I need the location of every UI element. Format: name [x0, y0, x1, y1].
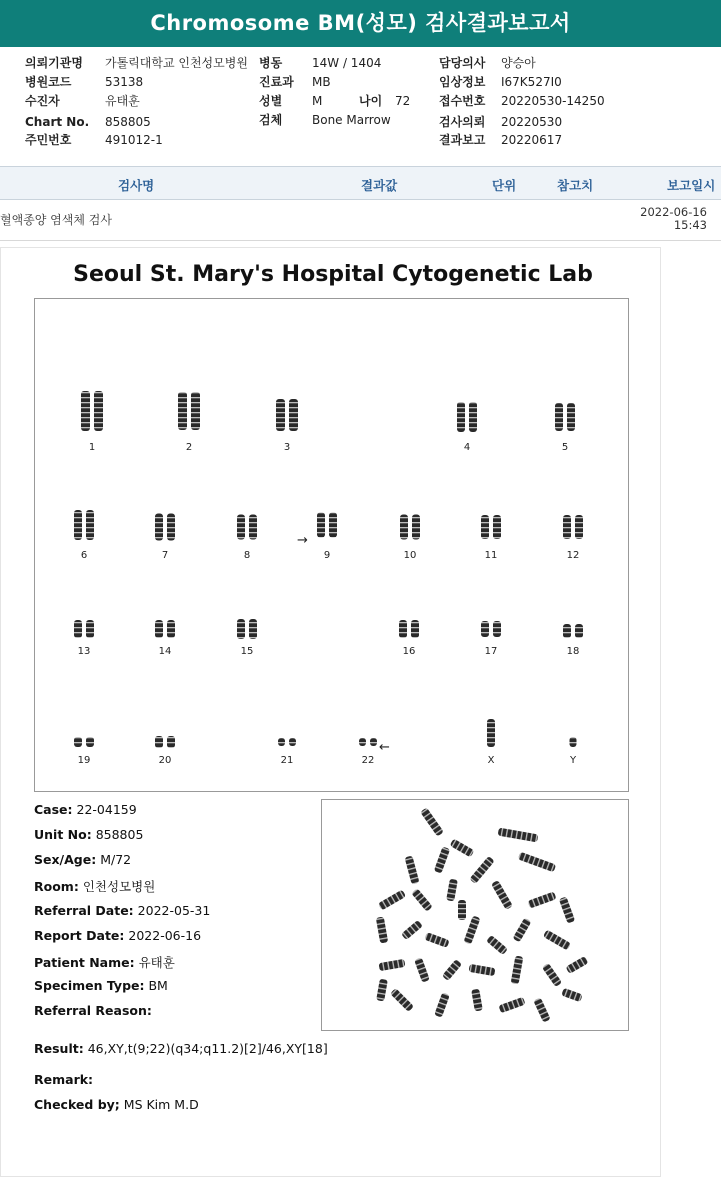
- metaphase-chromosome: [469, 856, 494, 884]
- karyotype-label: 21: [280, 755, 294, 766]
- patient-name-field: [34, 953, 175, 971]
- label-chart-no: Chart No.: [25, 115, 90, 129]
- chromosome: [567, 403, 575, 431]
- metaphase-chromosome: [411, 888, 433, 912]
- checked-by-value: MS Kim M.D: [123, 1097, 199, 1112]
- karyotype-label: 5: [561, 442, 569, 453]
- chromosome: [276, 399, 285, 431]
- header-test-name[interactable]: 검사명: [118, 178, 155, 193]
- specimen-type-label: Specimen Type:: [34, 978, 145, 993]
- chromosome: [481, 621, 489, 637]
- karyotype-label: 9: [323, 550, 331, 561]
- chromosome-pair-21: [278, 738, 296, 746]
- specimen-type-value: BM: [148, 978, 168, 993]
- karyotype-label: 1: [88, 442, 96, 453]
- label-clinical-info: 임상정보: [439, 75, 486, 89]
- value-receipt-no: 20220530-14250: [501, 94, 605, 108]
- unit-no-field: [34, 827, 143, 842]
- chromosome-pair-7: [155, 514, 175, 541]
- metaphase-chromosome: [498, 828, 539, 843]
- header-reference[interactable]: 참고치: [557, 178, 594, 193]
- metaphase-chromosome: [543, 930, 571, 951]
- label-id-number: 주민번호: [25, 133, 72, 147]
- metaphase-chromosome: [442, 959, 462, 981]
- value-department: MB: [312, 75, 331, 89]
- value-request-date: 20220530: [501, 115, 563, 129]
- label-institution: 의뢰기관명: [25, 56, 83, 70]
- sex-age-label: Sex/Age:: [34, 852, 97, 867]
- metaphase-chromosome: [420, 807, 444, 836]
- karyotype-label: X: [487, 755, 495, 766]
- chromosome: [412, 515, 420, 540]
- metaphase-chromosome: [376, 978, 388, 1001]
- metaphase-chromosome: [491, 880, 513, 910]
- unit-no-label: Unit No:: [34, 827, 92, 842]
- chromosome: [94, 391, 103, 431]
- chromosome: [155, 514, 163, 541]
- label-age: 나이: [359, 94, 383, 108]
- metaphase-chromosome: [405, 855, 420, 884]
- chromosome: [86, 510, 94, 540]
- label-receipt-no: 접수번호: [439, 94, 486, 108]
- arrow-right-icon: →: [297, 533, 308, 548]
- metaphase-chromosome: [434, 846, 450, 873]
- value-institution: 가톨릭대학교 인천성모병원: [105, 56, 248, 70]
- metaphase-chromosome: [463, 915, 480, 944]
- report-time: 15:43: [673, 218, 707, 232]
- chromosome: [155, 736, 163, 748]
- chromosome-pair-4: [457, 402, 477, 432]
- chromosome: [167, 620, 175, 638]
- chromosome: [575, 624, 583, 638]
- karyotype-label: 19: [77, 755, 91, 766]
- chromosome: [167, 736, 175, 748]
- patient-info-col3: [439, 55, 619, 150]
- report-date-field: [34, 928, 201, 943]
- value-age: 72: [395, 94, 411, 108]
- chromosome: [74, 737, 82, 747]
- unit-no-value: 858805: [95, 827, 144, 842]
- result-label: Result:: [34, 1041, 84, 1056]
- chromosome: [370, 738, 377, 746]
- metaphase-chromosome: [498, 997, 525, 1013]
- chromosome: [191, 392, 200, 430]
- referral-date-value: 2022-05-31: [137, 903, 211, 918]
- chromosome-pair-X: [487, 719, 495, 747]
- chromosome-pair-16: [399, 620, 419, 638]
- chromosome: [555, 403, 563, 431]
- room-value: 인천성모병원: [82, 879, 156, 894]
- metaphase-chromosome: [450, 839, 475, 858]
- chromosome: [493, 621, 501, 637]
- chromosome-pair-22: [359, 738, 377, 746]
- case-label: Case:: [34, 802, 73, 817]
- chromosome: [278, 738, 285, 746]
- karyotype-label: 18: [566, 646, 580, 657]
- chromosome-pair-1: [81, 391, 103, 431]
- room-field: [34, 877, 155, 895]
- chromosome-pair-9: [317, 513, 337, 538]
- chromosome: [249, 619, 257, 639]
- label-department: 진료과: [259, 75, 294, 89]
- chromosome: [237, 515, 245, 540]
- chromosome: [86, 737, 94, 747]
- karyogram-chromosomes: [35, 299, 630, 793]
- chromosome: [493, 515, 501, 539]
- chromosome: [563, 515, 571, 539]
- header-report-date[interactable]: 보고일시: [667, 178, 716, 193]
- chromosome-pair-14: [155, 620, 175, 638]
- karyotype-label: 20: [158, 755, 172, 766]
- test-name-cell[interactable]: 혈액종양 염색체 검사: [0, 213, 112, 227]
- referral-date-label: Referral Date:: [34, 903, 134, 918]
- chromosome: [570, 737, 577, 747]
- chromosome-pair-6: [74, 510, 94, 540]
- chromosome: [469, 402, 477, 432]
- chromosome: [155, 620, 163, 638]
- chromosome-pair-17: [481, 621, 501, 637]
- metaphase-chromosome: [401, 920, 423, 940]
- metaphase-chromosome: [559, 896, 575, 923]
- chromosome: [317, 513, 325, 538]
- chromosome: [563, 624, 571, 638]
- chromosome-pair-20: [155, 736, 175, 748]
- karyotype-label: 14: [158, 646, 172, 657]
- checked-by-label: Checked by;: [34, 1097, 120, 1112]
- specimen-type-field: [34, 978, 168, 993]
- patient-info-col1: [25, 55, 248, 150]
- remark-field: [34, 1072, 93, 1087]
- metaphase-chromosome: [527, 891, 556, 908]
- metaphase-chromosome: [533, 997, 550, 1022]
- chromosome-pair-Y: [570, 737, 577, 747]
- chromosome: [81, 391, 90, 431]
- value-result-date: 20220617: [501, 133, 563, 147]
- metaphase-chromosome: [434, 992, 450, 1017]
- chromosome-pair-10: [400, 515, 420, 540]
- result-field: [34, 1041, 328, 1056]
- karyotype-label: 6: [80, 550, 88, 561]
- case-value: 22-04159: [76, 802, 137, 817]
- header-result[interactable]: 결과값: [361, 178, 398, 193]
- value-clinical-info: I67K527I0: [501, 75, 562, 89]
- karyotype-label: 16: [402, 646, 416, 657]
- chromosome-pair-11: [481, 515, 501, 539]
- chromosome-pair-15: [237, 619, 257, 639]
- chromosome: [575, 515, 583, 539]
- checked-by-field: [34, 1097, 199, 1112]
- value-sex: M: [312, 94, 323, 108]
- metaphase-spread-image: [321, 799, 629, 1031]
- chromosome: [178, 392, 187, 430]
- chromosome-pair-5: [555, 403, 575, 431]
- chromosome: [411, 620, 419, 638]
- chromosome-pair-18: [563, 624, 583, 638]
- metaphase-chromosome: [511, 956, 524, 985]
- referral-date-field: [34, 903, 210, 918]
- metaphase-chromosome: [542, 963, 562, 987]
- sex-age-value: M/72: [100, 852, 132, 867]
- result-value: 46,XY,t(9;22)(q34;q11.2)[2]/46,XY[18]: [87, 1041, 328, 1056]
- chromosome: [237, 619, 245, 639]
- label-result-date: 결과보고: [439, 133, 486, 147]
- label-doctor: 담당의사: [439, 56, 486, 70]
- metaphase-chromosome: [513, 918, 532, 943]
- karyotype-label: 3: [283, 442, 291, 453]
- chromosome: [167, 514, 175, 541]
- chromosome-pair-13: [74, 620, 94, 638]
- patient-info-col2: [259, 55, 429, 135]
- label-hospital-code: 병원코드: [25, 75, 72, 89]
- value-doctor: 양승아: [501, 56, 536, 70]
- metaphase-chromosome: [378, 890, 406, 911]
- room-label: Room:: [34, 879, 79, 894]
- metaphase-chromosome: [424, 932, 449, 948]
- metaphase-chromosome: [390, 988, 414, 1012]
- chromosome: [74, 510, 82, 540]
- karyotype-label: 7: [161, 550, 169, 561]
- karyotype-label: 10: [403, 550, 417, 561]
- metaphase-chromosome: [518, 852, 556, 873]
- karyotype-label: 13: [77, 646, 91, 657]
- value-patient: 유태훈: [105, 94, 140, 108]
- karyotype-label: 22: [361, 755, 375, 766]
- karyotype-label: 4: [463, 442, 471, 453]
- chromosome: [74, 620, 82, 638]
- row-divider: [0, 240, 721, 241]
- report-date-label: Report Date:: [34, 928, 125, 943]
- chromosome: [457, 402, 465, 432]
- patient-name-value: 유태훈: [138, 955, 175, 970]
- metaphase-chromosomes: [322, 800, 630, 1032]
- results-table-header: [0, 166, 721, 200]
- value-id-number: 491012-1: [105, 133, 163, 147]
- metaphase-chromosome: [446, 878, 458, 901]
- value-chart-no: 858805: [105, 115, 151, 129]
- label-patient: 수진자: [25, 94, 60, 108]
- metaphase-chromosome: [379, 959, 406, 971]
- chromosome-pair-19: [74, 737, 94, 747]
- karyotype-label: 12: [566, 550, 580, 561]
- chromosome-pairs: [74, 391, 583, 748]
- case-field: [34, 802, 137, 817]
- chromosome: [289, 738, 296, 746]
- karyotype-label: 2: [185, 442, 193, 453]
- chromosome: [487, 719, 495, 747]
- label-specimen: 검체: [259, 113, 283, 127]
- chromosome: [400, 515, 408, 540]
- sex-age-field: [34, 852, 131, 867]
- chromosome: [289, 399, 298, 431]
- header-unit[interactable]: 단위: [492, 178, 517, 193]
- label-sex: 성별: [259, 94, 283, 108]
- lab-title: Seoul St. Mary's Hospital Cytogenetic Lab: [73, 262, 593, 287]
- karyotype-label: 15: [240, 646, 254, 657]
- chromosome-pair-2: [178, 392, 200, 430]
- value-specimen: Bone Marrow: [312, 113, 391, 127]
- value-hospital-code: 53138: [105, 75, 144, 89]
- metaphase-chromosome: [458, 900, 466, 920]
- arrow-left-icon: ←: [379, 740, 390, 755]
- metaphase-chromosome: [561, 988, 583, 1002]
- chromosome-pair-12: [563, 515, 583, 539]
- chromosome: [249, 515, 257, 540]
- chromosome: [481, 515, 489, 539]
- karyotype-label: Y: [569, 755, 577, 766]
- chromosome: [86, 620, 94, 638]
- karyogram-image: [34, 298, 629, 792]
- value-ward: 14W / 1404: [312, 56, 382, 70]
- referral-reason-label: Referral Reason:: [34, 1003, 152, 1018]
- chromosome-pair-3: [276, 399, 298, 431]
- metaphase-chromosome: [471, 988, 483, 1011]
- chromosome-pair-8: [237, 515, 257, 540]
- remark-label: Remark:: [34, 1072, 94, 1087]
- chromosome: [329, 513, 337, 538]
- label-request-date: 검사의뢰: [439, 115, 486, 129]
- metaphase-chromosome: [469, 964, 496, 976]
- label-ward: 병동: [259, 56, 283, 70]
- karyotype-label: 11: [484, 550, 498, 561]
- patient-name-label: Patient Name:: [34, 955, 135, 970]
- metaphase-chromosome: [565, 956, 588, 974]
- report-date-value: 2022-06-16: [128, 928, 202, 943]
- report-datetime-cell: [640, 206, 707, 232]
- karyotype-label: 8: [243, 550, 251, 561]
- chromosome: [359, 738, 366, 746]
- karyotype-label: 17: [484, 646, 498, 657]
- report-date: 2022-06-16: [640, 205, 707, 219]
- report-title-bar: Chromosome BM(성모) 검사결과보고서: [0, 0, 721, 47]
- metaphase-chromosome: [376, 917, 388, 944]
- referral-reason-field: [34, 1003, 152, 1018]
- metaphase-chromosome: [486, 935, 508, 955]
- metaphase-chromosome: [414, 957, 430, 982]
- chromosome: [399, 620, 407, 638]
